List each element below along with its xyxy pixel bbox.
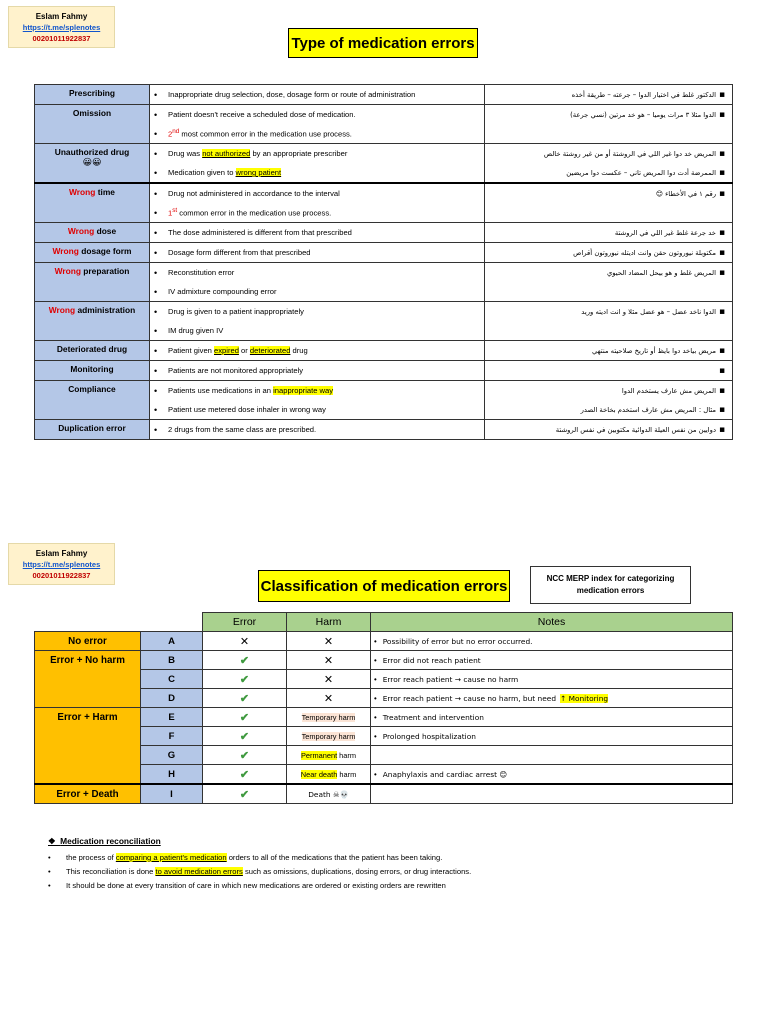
type-definition bbox=[150, 243, 485, 263]
recon-text: to avoid medication errors bbox=[155, 866, 243, 876]
definition-text: expired bbox=[214, 346, 239, 355]
category-label: administration bbox=[75, 305, 136, 315]
arabic-note bbox=[485, 302, 733, 341]
note-text: Error reach patient → cause no harm, but need bbox=[382, 693, 557, 703]
category-letter: F bbox=[141, 727, 203, 746]
definition-text: inappropriate way bbox=[273, 386, 334, 395]
type-category bbox=[35, 183, 150, 223]
definition-item: • Dosage form different from that prescribed bbox=[154, 247, 311, 258]
emoji-icon: 😀😀 bbox=[82, 158, 102, 168]
definition-item: • Drug not administered in accordance to the interval bbox=[154, 188, 340, 199]
author-link[interactable]: https://t.me/splenotes bbox=[22, 23, 101, 32]
harm-text: Temporary harm bbox=[301, 731, 356, 741]
classification-row bbox=[35, 632, 733, 651]
definition-text: by an appropriate prescriber bbox=[250, 149, 348, 158]
note-text: Error did not reach patient bbox=[382, 655, 481, 665]
recon-text: the process of bbox=[66, 852, 116, 862]
definition-item: • IV admixture compounding error bbox=[154, 286, 277, 297]
classification-table bbox=[34, 612, 733, 804]
harm-cell bbox=[287, 746, 371, 765]
monitoring-highlight: ↑ Monitoring bbox=[560, 693, 609, 703]
note-cell: • Error reach patient → cause no harm bbox=[371, 670, 733, 689]
definition-item: • Patient given expired or deteriorated drug bbox=[154, 345, 308, 356]
recon-text: such as omissions, duplications, dosing errors, or drug interactions. bbox=[242, 866, 472, 876]
definition-item: • Inappropriate drug selection, dose, dosage form or route of administration bbox=[154, 89, 416, 100]
wrong-word: Wrong bbox=[52, 246, 79, 256]
definition-item: • Drug is given to a patient inappropriately bbox=[154, 306, 304, 317]
note-cell: • Prolonged hospitalization bbox=[371, 727, 733, 746]
category-letter: A bbox=[141, 632, 203, 651]
note-cell: • Treatment and intervention bbox=[371, 708, 733, 727]
harm-highlight: Near death bbox=[300, 769, 338, 779]
category-label: Monitoring bbox=[70, 364, 114, 374]
arabic-item: ▪ مثال : المريض مش عارف استخدم بخاخة الصدر bbox=[580, 404, 726, 415]
group-label: Error + Death bbox=[35, 784, 141, 804]
type-definition bbox=[150, 105, 485, 144]
category-label: Deteriorated drug bbox=[56, 344, 128, 354]
arabic-note bbox=[485, 243, 733, 263]
definition-text: Patient doesn't receive a scheduled dose of medication. bbox=[168, 110, 356, 119]
definition-text: or bbox=[238, 346, 250, 355]
category-letter: B bbox=[141, 651, 203, 670]
definition-item: • 2 drugs from the same class are prescribed. bbox=[154, 424, 317, 435]
recon-text: comparing a patient's medication bbox=[115, 852, 227, 862]
arabic-text: مكتوبلة نيوروتون حقن وانت اديتله نيوروتون أقراص bbox=[573, 248, 716, 257]
category-letter: E bbox=[141, 708, 203, 727]
check-icon: ✔ bbox=[203, 689, 287, 708]
arabic-text: الممرضة أدت دوا المريض تاني – عكست دوا مريضين bbox=[566, 168, 716, 177]
author-phone-2: 00201011922837 bbox=[32, 571, 91, 580]
category-letter: D bbox=[141, 689, 203, 708]
type-category bbox=[35, 85, 150, 105]
author-name: Eslam Fahmy bbox=[35, 12, 88, 21]
definition-item: • Reconstitution error bbox=[154, 267, 235, 278]
definition-item: • Drug was not authorized by an appropriate prescriber bbox=[154, 148, 348, 159]
arabic-item: ▪ رقم ١ في الأخطاء 😊 bbox=[655, 188, 726, 199]
wrong-word: Wrong bbox=[54, 266, 81, 276]
note-cell bbox=[371, 746, 733, 765]
definition-text: 2 drugs from the same class are prescribed. bbox=[168, 425, 317, 434]
arabic-note bbox=[485, 183, 733, 223]
types-table bbox=[34, 84, 733, 440]
arabic-item: ▪ مكتوبلة نيوروتون حقن وانت اديتله نيوروتون أقراص bbox=[573, 247, 726, 258]
definition-text: nd bbox=[172, 128, 180, 136]
arabic-item: ▪ الممرضة أدت دوا المريض تاني – عكست دوا مريضين bbox=[566, 167, 726, 178]
author-link-2[interactable]: https://t.me/splenotes bbox=[22, 560, 101, 569]
ncc-merp-box: NCC MERP index for categorizing medication errors bbox=[530, 566, 691, 604]
arabic-item: ▪ المريض غلط و هو بيحل المضاد الحيوي bbox=[606, 267, 726, 278]
type-definition bbox=[150, 183, 485, 223]
header-harm: Harm bbox=[287, 613, 371, 632]
definition-text: Drug not administered in accordance to the interval bbox=[168, 189, 340, 198]
arabic-item: ▪ دوايين من نفس العيلة الدوائية مكتوبين في نفس الروشتة bbox=[555, 424, 726, 435]
wrong-word: Wrong bbox=[67, 226, 95, 236]
definition-item: • Patients use medications in an inappropriate way bbox=[154, 385, 334, 396]
type-definition bbox=[150, 85, 485, 105]
header-row bbox=[35, 613, 733, 632]
definition-text: deteriorated bbox=[249, 346, 291, 355]
definition-text: Drug is given to a patient inappropriately bbox=[168, 307, 304, 316]
definition-text: Patients use medications in an bbox=[168, 386, 274, 395]
cross-icon: ✕ bbox=[203, 632, 287, 651]
type-category bbox=[35, 263, 150, 302]
check-icon: ✔ bbox=[203, 784, 287, 804]
type-definition bbox=[150, 144, 485, 184]
recon-text: orders to all of the medications that the patient has been taking. bbox=[226, 852, 443, 862]
recon-line: • the process of comparing a patient's medication orders to all of the medications that the patient has been taking. bbox=[48, 852, 443, 862]
type-category bbox=[35, 223, 150, 243]
type-definition bbox=[150, 341, 485, 361]
category-letter: C bbox=[141, 670, 203, 689]
arabic-text: المريض غلط و هو بيحل المضاد الحيوي bbox=[606, 268, 716, 277]
category-label: Unauthorized drug bbox=[54, 147, 130, 157]
harm-cell bbox=[287, 727, 371, 746]
recon-text: It should be done at every transition of care in which new medications are ordered or existing orders are rewritten bbox=[66, 880, 446, 890]
definition-item: • Patient use metered dose inhaler in wrong way bbox=[154, 404, 326, 415]
definition-text: Dosage form different from that prescribed bbox=[168, 248, 311, 257]
group-label: Error + Harm bbox=[35, 708, 141, 785]
type-category bbox=[35, 243, 150, 263]
definition-item: • 2nd most common error in the medication use process. bbox=[154, 128, 352, 139]
recon-line: • It should be done at every transition of care in which new medications are ordered or existing orders are rewritten bbox=[48, 880, 446, 890]
note-cell: • Possibility of error but no error occurred. bbox=[371, 632, 733, 651]
arabic-note bbox=[485, 420, 733, 440]
type-row bbox=[35, 361, 733, 381]
cross-icon: ✕ bbox=[287, 670, 371, 689]
definition-text: not authorized bbox=[202, 149, 251, 158]
harm-cell bbox=[287, 784, 371, 804]
type-definition bbox=[150, 263, 485, 302]
definition-item: • Medication given to wrong patient bbox=[154, 167, 282, 178]
classification-row bbox=[35, 708, 733, 727]
note-cell bbox=[371, 784, 733, 804]
definition-item: • The dose administered is different from that prescribed bbox=[154, 227, 352, 238]
definition-text: Drug was bbox=[168, 149, 203, 158]
category-label: Prescribing bbox=[68, 88, 116, 98]
type-category bbox=[35, 420, 150, 440]
note-text: Prolonged hospitalization bbox=[382, 731, 476, 741]
harm-cell bbox=[287, 765, 371, 785]
harm-text: harm bbox=[337, 769, 357, 779]
cross-icon: ✕ bbox=[287, 632, 371, 651]
note-cell: • Error did not reach patient bbox=[371, 651, 733, 670]
author-phone: 00201011922837 bbox=[32, 34, 91, 43]
definition-text: IM drug given IV bbox=[168, 326, 224, 335]
type-definition bbox=[150, 302, 485, 341]
type-row bbox=[35, 144, 733, 184]
definition-item: • IM drug given IV bbox=[154, 325, 224, 336]
harm-cell bbox=[287, 708, 371, 727]
category-letter: I bbox=[141, 784, 203, 804]
recon-heading: ❖ Medication reconciliation bbox=[48, 836, 161, 846]
definition-text: Inappropriate drug selection, dose, dosage form or route of administration bbox=[168, 90, 416, 99]
harm-highlight: Permanent bbox=[300, 750, 338, 760]
author-box bbox=[8, 6, 115, 48]
arabic-text: الدكتور غلط في اختيار الدوا – جرعته – طريقة أخذه bbox=[571, 90, 716, 99]
type-row bbox=[35, 420, 733, 440]
type-category bbox=[35, 381, 150, 420]
check-icon: ✔ bbox=[203, 708, 287, 727]
check-icon: ✔ bbox=[203, 670, 287, 689]
harm-text: Temporary harm bbox=[301, 712, 356, 722]
author-box-2 bbox=[8, 543, 115, 585]
type-definition bbox=[150, 420, 485, 440]
note-cell: • Error reach patient → cause no harm, but need ↑ Monitoring bbox=[371, 689, 733, 708]
title-classification: Classification of medication errors bbox=[258, 570, 510, 602]
type-category bbox=[35, 361, 150, 381]
category-label: Omission bbox=[72, 108, 112, 118]
definition-item: • 1st common error in the medication use process. bbox=[154, 207, 332, 218]
definition-text: 1 bbox=[168, 208, 173, 218]
wrong-word: Wrong bbox=[69, 187, 96, 197]
definition-text: drug bbox=[290, 346, 308, 355]
note-text: Treatment and intervention bbox=[382, 712, 484, 722]
check-icon: ✔ bbox=[203, 765, 287, 785]
type-category bbox=[35, 341, 150, 361]
author-name-2: Eslam Fahmy bbox=[35, 549, 88, 558]
check-icon: ✔ bbox=[203, 651, 287, 670]
arabic-item: ▪ الدكتور غلط في اختيار الدوا – جرعته – طريقة أخذه bbox=[571, 89, 726, 100]
definition-item: • Patients are not monitored appropriately bbox=[154, 365, 304, 376]
type-row bbox=[35, 105, 733, 144]
arabic-item: ▪ خد جرعة غلط غير اللي في الروشتة bbox=[614, 227, 726, 238]
definition-text: st bbox=[172, 207, 178, 215]
arabic-item: ▪ الدوا ناخد عضل – هو عضل مثلا و انت اديته وريد bbox=[581, 306, 726, 317]
type-row bbox=[35, 381, 733, 420]
type-row bbox=[35, 183, 733, 223]
type-definition bbox=[150, 361, 485, 381]
category-label: Duplication error bbox=[58, 423, 126, 433]
type-row bbox=[35, 302, 733, 341]
type-category bbox=[35, 144, 150, 184]
arabic-note bbox=[485, 263, 733, 302]
definition-text: Patient use metered dose inhaler in wrong way bbox=[168, 405, 326, 414]
category-label: preparation bbox=[80, 266, 130, 276]
arabic-note bbox=[485, 105, 733, 144]
arabic-note bbox=[485, 361, 733, 381]
category-label: dose bbox=[94, 226, 117, 236]
cross-icon: ✕ bbox=[287, 689, 371, 708]
definition-text: Medication given to bbox=[168, 168, 236, 177]
type-row bbox=[35, 263, 733, 302]
classification-row bbox=[35, 651, 733, 670]
harm-text: Death ☠💀 bbox=[308, 789, 349, 799]
title-medication-errors: Type of medication errors bbox=[288, 28, 478, 58]
group-label: Error + No harm bbox=[35, 651, 141, 708]
definition-text: Patients are not monitored appropriately bbox=[168, 366, 304, 375]
note-cell: • Anaphylaxis and cardiac arrest 😊 bbox=[371, 765, 733, 785]
type-category bbox=[35, 105, 150, 144]
definition-text: The dose administered is different from that prescribed bbox=[168, 228, 352, 237]
arabic-text: دوايين من نفس العيلة الدوائية مكتوبين في نفس الروشتة bbox=[555, 425, 716, 434]
arabic-text: الدوا مثلا ٣ مرات يوميا – هو خد مرتين (نسي جرعة) bbox=[570, 110, 716, 119]
arabic-item: ▪ المريض خد دوا غير اللي في الروشتة أو من غير روشتة خالص bbox=[543, 148, 726, 159]
recon-line: • This reconciliation is done to avoid medication errors such as omissions, duplications, dosing errors, or drug interactions. bbox=[48, 866, 472, 876]
group-label: No error bbox=[35, 632, 141, 651]
arabic-item: ▪ مريض بياخد دوا بايظ أو تاريخ صلاحيته منتهي bbox=[591, 345, 726, 356]
definition-text: wrong patient bbox=[235, 168, 282, 177]
definition-text: IV admixture compounding error bbox=[168, 287, 277, 296]
arabic-note bbox=[485, 223, 733, 243]
arabic-text: مريض بياخد دوا بايظ أو تاريخ صلاحيته منتهي bbox=[591, 346, 716, 355]
medication-reconciliation bbox=[48, 836, 471, 892]
arabic-note bbox=[485, 85, 733, 105]
recon-text: This reconciliation is done bbox=[66, 866, 156, 876]
recon-heading-text: Medication reconciliation bbox=[60, 836, 161, 846]
arabic-text: المريض مش عارف يستخدم الدوا bbox=[621, 386, 716, 395]
arabic-note bbox=[485, 381, 733, 420]
cross-icon: ✕ bbox=[287, 651, 371, 670]
arabic-text: رقم ١ في الأخطاء 😊 bbox=[655, 189, 716, 198]
category-label: dosage form bbox=[78, 246, 132, 256]
type-row bbox=[35, 243, 733, 263]
arabic-item: ▪ المريض مش عارف يستخدم الدوا bbox=[621, 385, 726, 396]
definition-text: most common error in the medication use process. bbox=[179, 129, 352, 139]
note-text: Possibility of error but no error occurred. bbox=[382, 636, 533, 646]
type-row bbox=[35, 223, 733, 243]
arabic-note bbox=[485, 144, 733, 184]
category-letter: H bbox=[141, 765, 203, 785]
arabic-item: ▪ bbox=[718, 365, 726, 376]
check-icon: ✔ bbox=[203, 746, 287, 765]
type-definition bbox=[150, 381, 485, 420]
note-text: Anaphylaxis and cardiac arrest 😊 bbox=[382, 769, 508, 779]
wrong-word: Wrong bbox=[48, 305, 76, 315]
category-label: Compliance bbox=[68, 384, 116, 394]
definition-text: Reconstitution error bbox=[168, 268, 235, 277]
arabic-note bbox=[485, 341, 733, 361]
definition-text: Patient given bbox=[168, 346, 215, 355]
header-notes: Notes bbox=[371, 613, 733, 632]
note-text: Error reach patient → cause no harm bbox=[382, 674, 519, 684]
check-icon: ✔ bbox=[203, 727, 287, 746]
arabic-item: ▪ الدوا مثلا ٣ مرات يوميا – هو خد مرتين (نسي جرعة) bbox=[570, 109, 726, 120]
arabic-text: مثال : المريض مش عارف استخدم بخاخة الصدر bbox=[580, 405, 716, 414]
category-label: time bbox=[95, 187, 115, 197]
classification-row bbox=[35, 784, 733, 804]
header-error: Error bbox=[203, 613, 287, 632]
type-definition bbox=[150, 223, 485, 243]
arabic-text: المريض خد دوا غير اللي في الروشتة أو من غير روشتة خالص bbox=[543, 149, 716, 158]
category-letter: G bbox=[141, 746, 203, 765]
arabic-text: خد جرعة غلط غير اللي في الروشتة bbox=[614, 228, 716, 237]
type-row bbox=[35, 341, 733, 361]
type-row bbox=[35, 85, 733, 105]
arabic-text: الدوا ناخد عضل – هو عضل مثلا و انت اديته وريد bbox=[581, 307, 716, 316]
definition-text: 2 bbox=[168, 129, 173, 139]
harm-text: harm bbox=[337, 750, 357, 760]
definition-item: • Patient doesn't receive a scheduled dose of medication. bbox=[154, 109, 356, 120]
definition-text: common error in the medication use process. bbox=[177, 208, 332, 218]
type-category bbox=[35, 302, 150, 341]
